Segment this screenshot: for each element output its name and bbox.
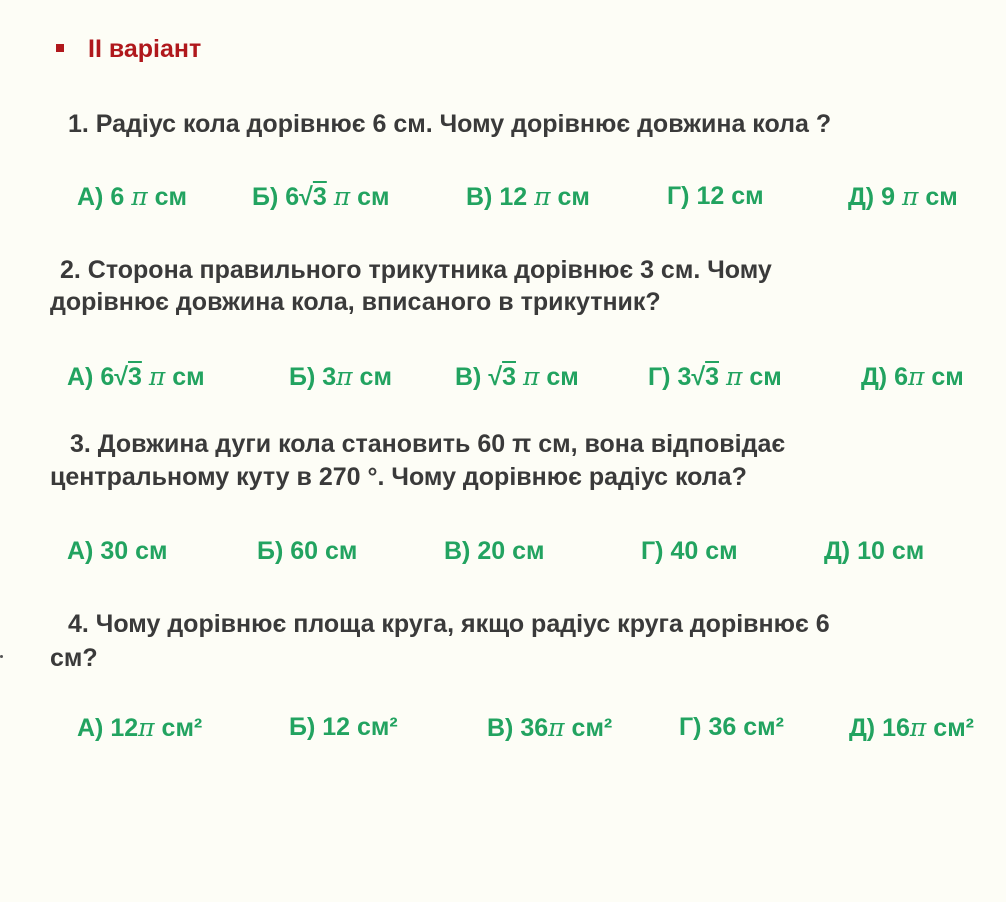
question-1-line-1: 1. Радіус кола дорівнює 6 см. Чому дорівнює довжина кола ? <box>68 110 832 138</box>
answer-1-b: Б) 6√3 π см <box>252 182 390 211</box>
question-2-line-2: дорівнює довжина кола, вписаного в трикутник? <box>50 288 661 316</box>
variant-heading: ІІ варіант <box>88 35 202 63</box>
answer-4-b: Б) 12 см² <box>289 713 398 741</box>
answer-1-c: В) 12 π см <box>466 182 590 211</box>
answer-1-e: Д) 9 π см <box>848 182 958 211</box>
answer-3-b: Б) 60 см <box>257 537 358 565</box>
answer-3-d: Г) 40 см <box>641 537 738 565</box>
answer-3-e: Д) 10 см <box>824 537 925 565</box>
answer-4-e: Д) 16π см² <box>849 713 975 742</box>
answer-2-a: А) 6√3 π см <box>67 362 205 391</box>
question-2-line-1: 2. Сторона правильного трикутника дорівнює 3 см. Чому <box>60 256 772 284</box>
answer-4-a: А) 12π см² <box>77 713 203 742</box>
answer-1-d: Г) 12 см <box>667 182 764 210</box>
answer-3-c: В) 20 см <box>444 537 545 565</box>
margin-dot <box>0 655 3 658</box>
question-3-line-2: центральному куту в 270 °. Чому дорівнює радіус кола? <box>50 463 747 491</box>
answer-4-d: Г) 36 см² <box>679 713 784 741</box>
question-3-line-1: 3. Довжина дуги кола становить 60 π см, вона відповідає <box>70 430 786 458</box>
question-4-line-2: см? <box>50 644 98 672</box>
answer-2-c: В) √3 π см <box>455 362 579 391</box>
question-4-line-1: 4. Чому дорівнює площа круга, якщо радіус круга дорівнює 6 <box>68 610 830 638</box>
answer-2-e: Д) 6π см <box>861 362 964 391</box>
answer-2-b: Б) 3π см <box>289 362 392 391</box>
answer-1-a: А) 6 π см <box>77 182 187 211</box>
answer-2-d: Г) 3√3 π см <box>648 362 782 391</box>
answer-4-c: В) 36π см² <box>487 713 613 742</box>
bullet-icon <box>56 44 64 52</box>
answer-3-a: А) 30 см <box>67 537 168 565</box>
